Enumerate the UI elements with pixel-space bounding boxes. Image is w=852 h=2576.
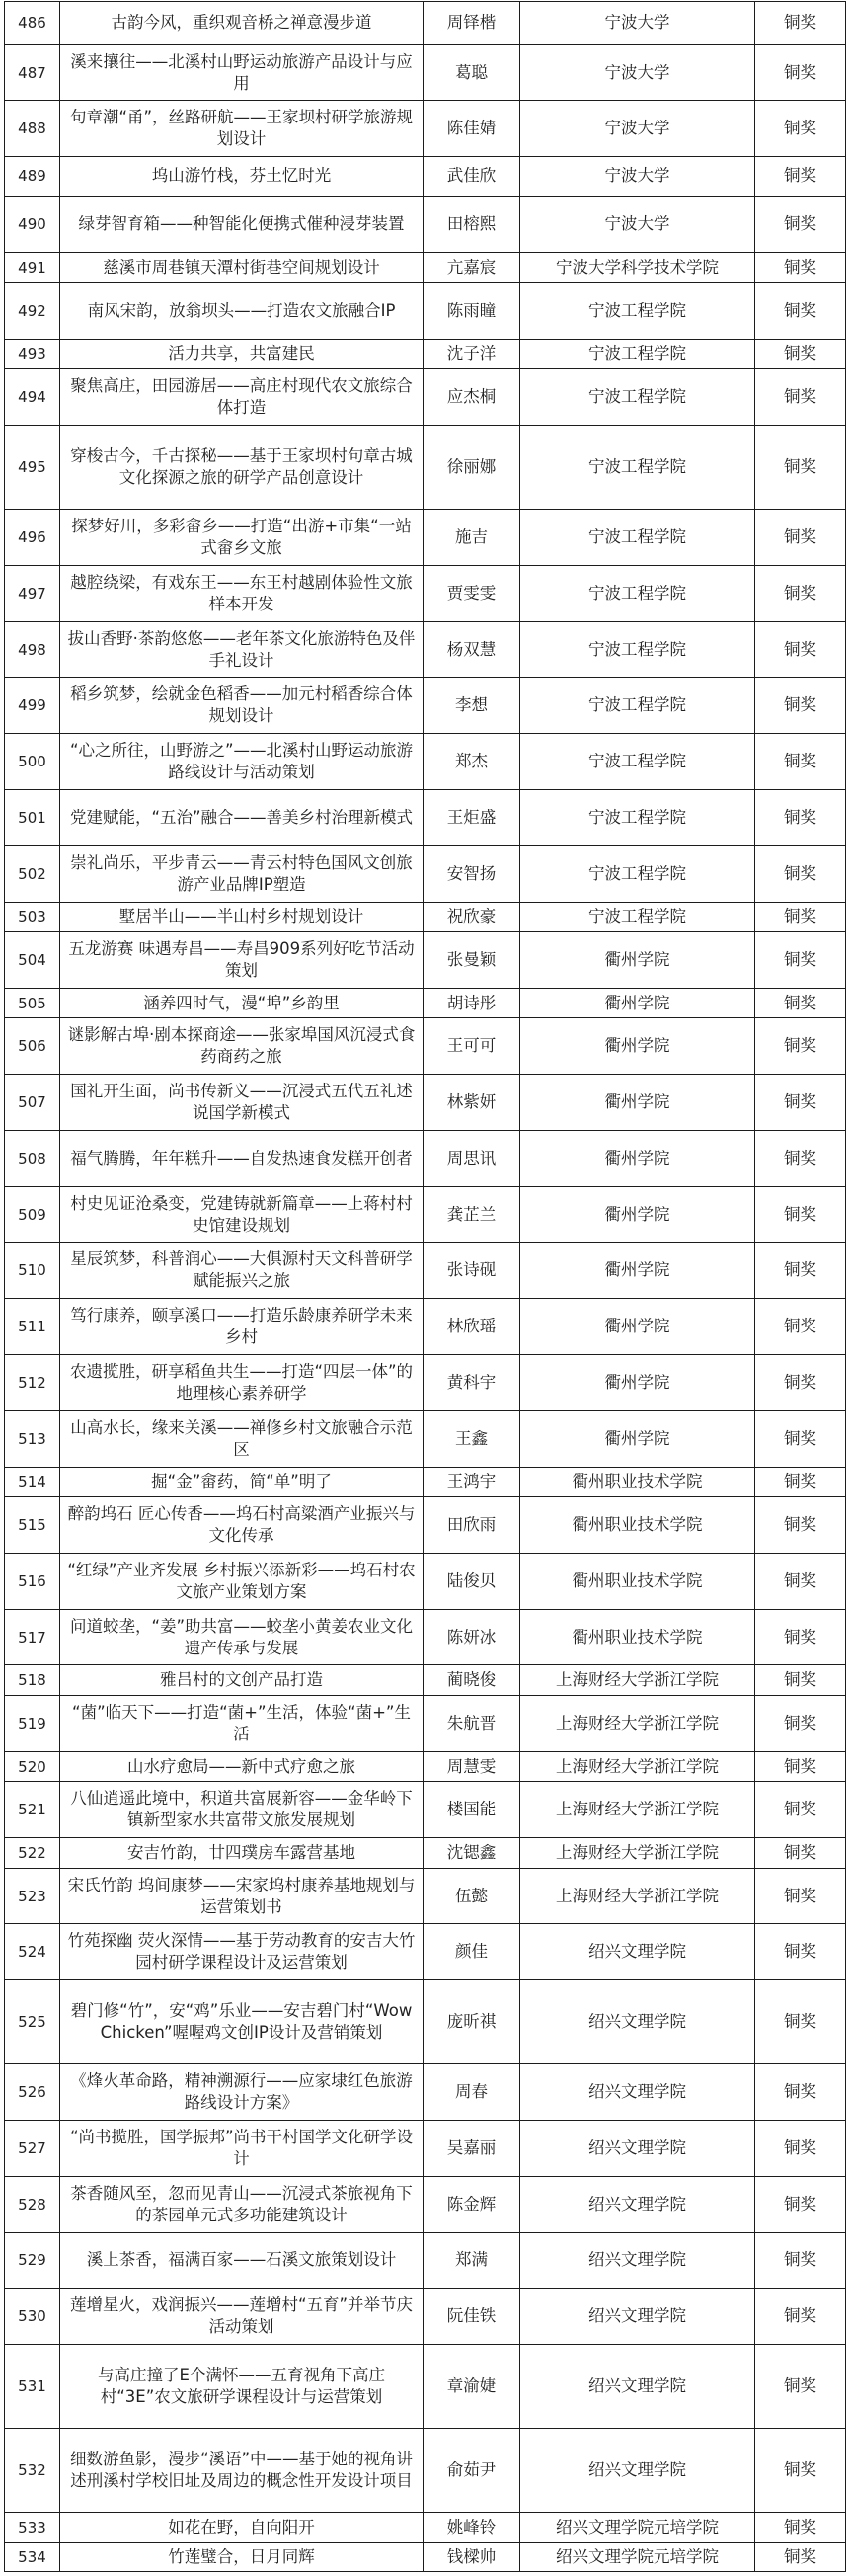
- award-table: [4, 1, 846, 2572]
- table-row: [5, 2289, 846, 2345]
- table-row: [5, 2064, 846, 2121]
- table-row: [5, 157, 846, 196]
- project-title: 山水疗愈局——新中式疗愈之旅: [60, 1751, 424, 1782]
- row-number: 518: [5, 1665, 60, 1696]
- row-number: 516: [5, 1553, 60, 1609]
- row-number: 513: [5, 1410, 60, 1467]
- school-name: 宁波工程学院: [520, 565, 755, 621]
- award-level: 铜奖: [755, 1782, 846, 1838]
- table-row: [5, 2543, 846, 2572]
- school-name: 上海财经大学浙江学院: [520, 1868, 755, 1924]
- award-level: 铜奖: [755, 1751, 846, 1782]
- school-name: 衢州学院: [520, 1299, 755, 1355]
- student-name: 伍懿: [424, 1868, 520, 1924]
- student-name: 陈金辉: [424, 2176, 520, 2232]
- project-title: 《烽火革命路，精神溯源行——应家埭红色旅游路线设计方案》: [60, 2064, 424, 2121]
- school-name: 宁波大学: [520, 101, 755, 157]
- award-level: 铜奖: [755, 565, 846, 621]
- project-title: 崇礼尚乐，平步青云——青云村特色国风文创旅游产业品牌IP塑造: [60, 845, 424, 902]
- student-name: 俞茹尹: [424, 2429, 520, 2513]
- student-name: 周铎楷: [424, 2, 520, 45]
- student-name: 田欣雨: [424, 1497, 520, 1554]
- award-level: 铜奖: [755, 196, 846, 253]
- school-name: 衢州职业技术学院: [520, 1467, 755, 1497]
- project-title: “尚书揽胜，国学振邦”尚书干村国学文化研学设计: [60, 2121, 424, 2177]
- award-level: 铜奖: [755, 2, 846, 45]
- table-row: [5, 1467, 846, 1497]
- student-name: 徐丽娜: [424, 426, 520, 510]
- award-level: 铜奖: [755, 2121, 846, 2177]
- student-name: 朱航晋: [424, 1695, 520, 1751]
- school-name: 绍兴文理学院: [520, 2429, 755, 2513]
- student-name: 阮佳铁: [424, 2289, 520, 2345]
- school-name: 宁波工程学院: [520, 790, 755, 846]
- award-level: 铜奖: [755, 621, 846, 678]
- student-name: 李想: [424, 678, 520, 734]
- row-number: 527: [5, 2121, 60, 2177]
- student-name: 钱樑帅: [424, 2543, 520, 2572]
- student-name: 周春: [424, 2064, 520, 2121]
- project-title: 细数游鱼影，漫步“溪语”中——基于她的视角讲述刑溪村学校旧址及周边的概念性开发设计项目: [60, 2429, 424, 2513]
- row-number: 514: [5, 1467, 60, 1497]
- student-name: 周慧雯: [424, 1751, 520, 1782]
- award-level: 铜奖: [755, 369, 846, 426]
- project-title: “心之所往，山野游之”——北溪村山野运动旅游路线设计与活动策划: [60, 734, 424, 790]
- school-name: 绍兴文理学院: [520, 2345, 755, 2429]
- row-number: 520: [5, 1751, 60, 1782]
- student-name: 陆俊贝: [424, 1553, 520, 1609]
- school-name: 衢州学院: [520, 1075, 755, 1131]
- award-level: 铜奖: [755, 1924, 846, 1980]
- project-title: 莲增星火，戏润振兴——莲增村“五育”并举节庆活动策划: [60, 2289, 424, 2345]
- project-title: “红绿”产业齐发展 乡村振兴添新彩——坞石村农文旅产业策划方案: [60, 1553, 424, 1609]
- project-title: 如花在野，自向阳开: [60, 2513, 424, 2543]
- award-level: 铜奖: [755, 734, 846, 790]
- table-row: [5, 678, 846, 734]
- school-name: 宁波工程学院: [520, 339, 755, 369]
- table-row: [5, 1609, 846, 1665]
- award-level: 铜奖: [755, 44, 846, 101]
- project-title: 活力共享，共富建民: [60, 339, 424, 369]
- project-title: 碧门修“竹”，安“鸡”乐业——安吉碧门村“Wow Chicken”喔喔鸡文创IP设计及营销策划: [60, 1980, 424, 2064]
- project-title: 问道蛟垄，“姜”助共富——蛟垄小黄姜农业文化遗产传承与发展: [60, 1609, 424, 1665]
- table-row: [5, 2513, 846, 2543]
- school-name: 宁波大学: [520, 196, 755, 253]
- row-number: 526: [5, 2064, 60, 2121]
- table-row: [5, 1410, 846, 1467]
- table-row: [5, 1868, 846, 1924]
- student-name: 张诗砚: [424, 1243, 520, 1299]
- row-number: 510: [5, 1243, 60, 1299]
- project-title: 宋氏竹韵 坞间康梦——宋家坞村康养基地规划与运营策划书: [60, 1868, 424, 1924]
- school-name: 衢州学院: [520, 1018, 755, 1075]
- table-row: [5, 1497, 846, 1554]
- row-number: 533: [5, 2513, 60, 2543]
- student-name: 章渝婕: [424, 2345, 520, 2429]
- table-row: [5, 1665, 846, 1696]
- award-level: 铜奖: [755, 2429, 846, 2513]
- row-number: 517: [5, 1609, 60, 1665]
- student-name: 张曼颖: [424, 932, 520, 989]
- award-level: 铜奖: [755, 282, 846, 339]
- table-row: [5, 1186, 846, 1243]
- school-name: 宁波工程学院: [520, 678, 755, 734]
- student-name: 林紫妍: [424, 1075, 520, 1131]
- project-title: 拔山香野·茶韵悠悠——老年茶文化旅游特色及伴手礼设计: [60, 621, 424, 678]
- student-name: 应杰桐: [424, 369, 520, 426]
- student-name: 武佳欣: [424, 157, 520, 196]
- school-name: 衢州职业技术学院: [520, 1609, 755, 1665]
- table-row: [5, 1782, 846, 1838]
- award-level: 铜奖: [755, 1609, 846, 1665]
- school-name: 宁波工程学院: [520, 902, 755, 932]
- project-title: 安吉竹韵，廿四璞房车露营基地: [60, 1838, 424, 1869]
- school-name: 宁波大学: [520, 157, 755, 196]
- award-level: 铜奖: [755, 845, 846, 902]
- table-row: [5, 1695, 846, 1751]
- table-row: [5, 196, 846, 253]
- school-name: 绍兴文理学院: [520, 1924, 755, 1980]
- student-name: 施吉: [424, 510, 520, 566]
- row-number: 502: [5, 845, 60, 902]
- school-name: 绍兴文理学院元培学院: [520, 2543, 755, 2572]
- table-row: [5, 2345, 846, 2429]
- table-row: [5, 932, 846, 989]
- award-level: 铜奖: [755, 1299, 846, 1355]
- project-title: 八仙逍遥此境中，积道共富展新容——金华岭下镇新型家水共富带文旅发展规划: [60, 1782, 424, 1838]
- row-number: 489: [5, 157, 60, 196]
- project-title: 竹莲璧合，日月同辉: [60, 2543, 424, 2572]
- row-number: 515: [5, 1497, 60, 1554]
- row-number: 523: [5, 1868, 60, 1924]
- project-title: 五龙游赛 味遇寿昌——寿昌909系列好吃节活动策划: [60, 932, 424, 989]
- student-name: 沈锶鑫: [424, 1838, 520, 1869]
- project-title: 醉韵坞石 匠心传香——坞石村高粱酒产业振兴与文化传承: [60, 1497, 424, 1554]
- table-row: [5, 2429, 846, 2513]
- school-name: 宁波大学科学技术学院: [520, 253, 755, 283]
- school-name: 绍兴文理学院: [520, 1980, 755, 2064]
- award-level: 铜奖: [755, 1868, 846, 1924]
- project-title: 农遗揽胜，研享稻鱼共生——打造“四层一体”的地理核心素养研学: [60, 1355, 424, 1411]
- table-row: [5, 1243, 846, 1299]
- project-title: 竹苑探幽 荧火深情——基于劳动教育的安吉大竹园村研学课程设计及运营策划: [60, 1924, 424, 1980]
- award-level: 铜奖: [755, 932, 846, 989]
- row-number: 500: [5, 734, 60, 790]
- award-level: 铜奖: [755, 157, 846, 196]
- school-name: 上海财经大学浙江学院: [520, 1782, 755, 1838]
- student-name: 田榕熙: [424, 196, 520, 253]
- school-name: 上海财经大学浙江学院: [520, 1838, 755, 1869]
- project-title: 与高庄撞了E个满怀——五育视角下高庄村“3E”农文旅研学课程设计与运营策划: [60, 2345, 424, 2429]
- project-title: 坞山游竹栈，芬土忆时光: [60, 157, 424, 196]
- school-name: 上海财经大学浙江学院: [520, 1695, 755, 1751]
- table-row: [5, 1355, 846, 1411]
- school-name: 衢州学院: [520, 988, 755, 1018]
- table-row: [5, 1980, 846, 2064]
- table-row: [5, 282, 846, 339]
- row-number: 522: [5, 1838, 60, 1869]
- student-name: 黄科宇: [424, 1355, 520, 1411]
- project-title: 掘“金”畲药，简“单”明了: [60, 1467, 424, 1497]
- table-row: [5, 565, 846, 621]
- student-name: 王鸿宇: [424, 1467, 520, 1497]
- school-name: 衢州学院: [520, 1243, 755, 1299]
- project-title: 谜影解古埠·剧本探商途——张家埠国风沉浸式食药商药之旅: [60, 1018, 424, 1075]
- award-level: 铜奖: [755, 1410, 846, 1467]
- table-row: [5, 621, 846, 678]
- row-number: 501: [5, 790, 60, 846]
- row-number: 490: [5, 196, 60, 253]
- award-level: 铜奖: [755, 1467, 846, 1497]
- award-level: 铜奖: [755, 1665, 846, 1696]
- project-title: 慈溪市周巷镇天潭村街巷空间规划设计: [60, 253, 424, 283]
- student-name: 王鑫: [424, 1410, 520, 1467]
- school-name: 衢州学院: [520, 1410, 755, 1467]
- row-number: 534: [5, 2543, 60, 2572]
- school-name: 绍兴文理学院元培学院: [520, 2513, 755, 2543]
- table-row: [5, 510, 846, 566]
- row-number: 495: [5, 426, 60, 510]
- school-name: 宁波工程学院: [520, 621, 755, 678]
- student-name: 姚峰铃: [424, 2513, 520, 2543]
- table-row: [5, 1075, 846, 1131]
- table-row: [5, 1299, 846, 1355]
- award-level: 铜奖: [755, 253, 846, 283]
- school-name: 宁波工程学院: [520, 734, 755, 790]
- school-name: 宁波工程学院: [520, 282, 755, 339]
- row-number: 505: [5, 988, 60, 1018]
- student-name: 吴嘉丽: [424, 2121, 520, 2177]
- row-number: 499: [5, 678, 60, 734]
- award-level: 铜奖: [755, 2513, 846, 2543]
- project-title: 穿梭古今，千古探秘——基于王家坝村句章古城文化探源之旅的研学产品创意设计: [60, 426, 424, 510]
- project-title: 绿芽智育箱——种智能化便携式催种浸芽装置: [60, 196, 424, 253]
- award-level: 铜奖: [755, 1075, 846, 1131]
- student-name: 郑杰: [424, 734, 520, 790]
- table-row: [5, 1838, 846, 1869]
- award-level: 铜奖: [755, 339, 846, 369]
- student-name: 杨双慧: [424, 621, 520, 678]
- student-name: 安智扬: [424, 845, 520, 902]
- school-name: 绍兴文理学院: [520, 2121, 755, 2177]
- table-row: [5, 426, 846, 510]
- award-level: 铜奖: [755, 2289, 846, 2345]
- student-name: 庞昕祺: [424, 1980, 520, 2064]
- table-row: [5, 1018, 846, 1075]
- school-name: 衢州职业技术学院: [520, 1497, 755, 1554]
- row-number: 521: [5, 1782, 60, 1838]
- award-table-body: [5, 2, 846, 2572]
- table-row: [5, 369, 846, 426]
- row-number: 528: [5, 2176, 60, 2232]
- row-number: 507: [5, 1075, 60, 1131]
- row-number: 508: [5, 1130, 60, 1186]
- school-name: 上海财经大学浙江学院: [520, 1665, 755, 1696]
- award-level: 铜奖: [755, 2176, 846, 2232]
- school-name: 衢州职业技术学院: [520, 1553, 755, 1609]
- project-title: 笃行康养，颐享溪口——打造乐龄康养研学未来乡村: [60, 1299, 424, 1355]
- project-title: 国礼开生面，尚书传新义——沉浸式五代五礼述说国学新模式: [60, 1075, 424, 1131]
- school-name: 衢州学院: [520, 932, 755, 989]
- row-number: 487: [5, 44, 60, 101]
- school-name: 衢州学院: [520, 1130, 755, 1186]
- project-title: 古韵今风，重织观音桥之禅意漫步道: [60, 2, 424, 45]
- award-level: 铜奖: [755, 1130, 846, 1186]
- project-title: 涵养四时气，漫“埠”乡韵里: [60, 988, 424, 1018]
- award-level: 铜奖: [755, 1980, 846, 2064]
- row-number: 524: [5, 1924, 60, 1980]
- student-name: 陈妍冰: [424, 1609, 520, 1665]
- project-title: 句章潮“甬”，丝路研航——王家坝村研学旅游规划设计: [60, 101, 424, 157]
- award-level: 铜奖: [755, 426, 846, 510]
- award-level: 铜奖: [755, 2064, 846, 2121]
- award-level: 铜奖: [755, 1355, 846, 1411]
- project-title: 越腔绕梁，有戏东王——东王村越剧体验性文旅样本开发: [60, 565, 424, 621]
- award-level: 铜奖: [755, 1838, 846, 1869]
- school-name: 宁波工程学院: [520, 510, 755, 566]
- row-number: 529: [5, 2232, 60, 2289]
- student-name: 贾雯雯: [424, 565, 520, 621]
- table-row: [5, 101, 846, 157]
- school-name: 宁波大学: [520, 44, 755, 101]
- award-level: 铜奖: [755, 510, 846, 566]
- student-name: 王可可: [424, 1018, 520, 1075]
- student-name: 郑满: [424, 2232, 520, 2289]
- award-level: 铜奖: [755, 2543, 846, 2572]
- student-name: 王炬盛: [424, 790, 520, 846]
- row-number: 530: [5, 2289, 60, 2345]
- project-title: 山高水长，缘来关溪——禅修乡村文旅融合示范区: [60, 1410, 424, 1467]
- row-number: 506: [5, 1018, 60, 1075]
- award-level: 铜奖: [755, 1018, 846, 1075]
- project-title: 南风宋韵，放翁坝头——打造农文旅融合IP: [60, 282, 424, 339]
- table-row: [5, 845, 846, 902]
- row-number: 492: [5, 282, 60, 339]
- project-title: 星辰筑梦，科普润心——大俱源村天文科普研学赋能振兴之旅: [60, 1243, 424, 1299]
- student-name: 蔺晓俊: [424, 1665, 520, 1696]
- row-number: 512: [5, 1355, 60, 1411]
- row-number: 493: [5, 339, 60, 369]
- award-level: 铜奖: [755, 988, 846, 1018]
- table-row: [5, 1924, 846, 1980]
- row-number: 496: [5, 510, 60, 566]
- school-name: 绍兴文理学院: [520, 2232, 755, 2289]
- award-level: 铜奖: [755, 1186, 846, 1243]
- table-row: [5, 2232, 846, 2289]
- table-row: [5, 902, 846, 932]
- table-row: [5, 734, 846, 790]
- row-number: 509: [5, 1186, 60, 1243]
- table-row: [5, 253, 846, 283]
- school-name: 宁波工程学院: [520, 426, 755, 510]
- award-level: 铜奖: [755, 1497, 846, 1554]
- project-title: 党建赋能，“五治”融合——善美乡村治理新模式: [60, 790, 424, 846]
- row-number: 491: [5, 253, 60, 283]
- student-name: 陈雨瞳: [424, 282, 520, 339]
- school-name: 宁波工程学院: [520, 369, 755, 426]
- project-title: 溪上茶香，福满百家——石溪文旅策划设计: [60, 2232, 424, 2289]
- student-name: 沈子洋: [424, 339, 520, 369]
- row-number: 531: [5, 2345, 60, 2429]
- student-name: 颜佳: [424, 1924, 520, 1980]
- table-row: [5, 339, 846, 369]
- row-number: 519: [5, 1695, 60, 1751]
- award-level: 铜奖: [755, 1553, 846, 1609]
- project-title: 稻乡筑梦，绘就金色稻香——加元村稻香综合体规划设计: [60, 678, 424, 734]
- table-row: [5, 1553, 846, 1609]
- table-row: [5, 1751, 846, 1782]
- student-name: 亢嘉宸: [424, 253, 520, 283]
- school-name: 衢州学院: [520, 1355, 755, 1411]
- row-number: 497: [5, 565, 60, 621]
- project-title: 墅居半山——半山村乡村规划设计: [60, 902, 424, 932]
- project-title: 溪来攘往——北溪村山野运动旅游产品设计与应用: [60, 44, 424, 101]
- student-name: 周思讯: [424, 1130, 520, 1186]
- award-level: 铜奖: [755, 101, 846, 157]
- project-title: 探梦好川，多彩畲乡——打造“出游+市集“一站式畲乡文旅: [60, 510, 424, 566]
- student-name: 葛聪: [424, 44, 520, 101]
- award-level: 铜奖: [755, 1243, 846, 1299]
- student-name: 胡诗彤: [424, 988, 520, 1018]
- row-number: 488: [5, 101, 60, 157]
- award-level: 铜奖: [755, 790, 846, 846]
- award-level: 铜奖: [755, 902, 846, 932]
- table-row: [5, 988, 846, 1018]
- student-name: 祝欣豪: [424, 902, 520, 932]
- award-level: 铜奖: [755, 2345, 846, 2429]
- school-name: 绍兴文理学院: [520, 2176, 755, 2232]
- row-number: 511: [5, 1299, 60, 1355]
- school-name: 绍兴文理学院: [520, 2064, 755, 2121]
- student-name: 陈佳婧: [424, 101, 520, 157]
- award-level: 铜奖: [755, 2232, 846, 2289]
- row-number: 498: [5, 621, 60, 678]
- school-name: 衢州学院: [520, 1186, 755, 1243]
- project-title: 聚焦高庄，田园游居——高庄村现代农文旅综合体打造: [60, 369, 424, 426]
- school-name: 绍兴文理学院: [520, 2289, 755, 2345]
- project-title: 村史见证沧桑变，党建铸就新篇章——上蒋村村史馆建设规划: [60, 1186, 424, 1243]
- student-name: 林欣瑶: [424, 1299, 520, 1355]
- row-number: 494: [5, 369, 60, 426]
- school-name: 上海财经大学浙江学院: [520, 1751, 755, 1782]
- project-title: 福气腾腾，年年糕升——自发热速食发糕开创者: [60, 1130, 424, 1186]
- table-row: [5, 790, 846, 846]
- student-name: 楼国能: [424, 1782, 520, 1838]
- school-name: 宁波大学: [520, 2, 755, 45]
- table-row: [5, 44, 846, 101]
- school-name: 宁波工程学院: [520, 845, 755, 902]
- award-level: 铜奖: [755, 678, 846, 734]
- row-number: 504: [5, 932, 60, 989]
- table-row: [5, 2, 846, 45]
- table-row: [5, 2121, 846, 2177]
- project-title: 雅吕村的文创产品打造: [60, 1665, 424, 1696]
- table-row: [5, 1130, 846, 1186]
- row-number: 486: [5, 2, 60, 45]
- row-number: 532: [5, 2429, 60, 2513]
- row-number: 525: [5, 1980, 60, 2064]
- award-level: 铜奖: [755, 1695, 846, 1751]
- table-row: [5, 2176, 846, 2232]
- project-title: “菌”临天下——打造“菌+”生活，体验“菌+”生活: [60, 1695, 424, 1751]
- student-name: 龚芷兰: [424, 1186, 520, 1243]
- row-number: 503: [5, 902, 60, 932]
- project-title: 茶香随风至，忽而见青山——沉浸式茶旅视角下的茶园单元式多功能建筑设计: [60, 2176, 424, 2232]
